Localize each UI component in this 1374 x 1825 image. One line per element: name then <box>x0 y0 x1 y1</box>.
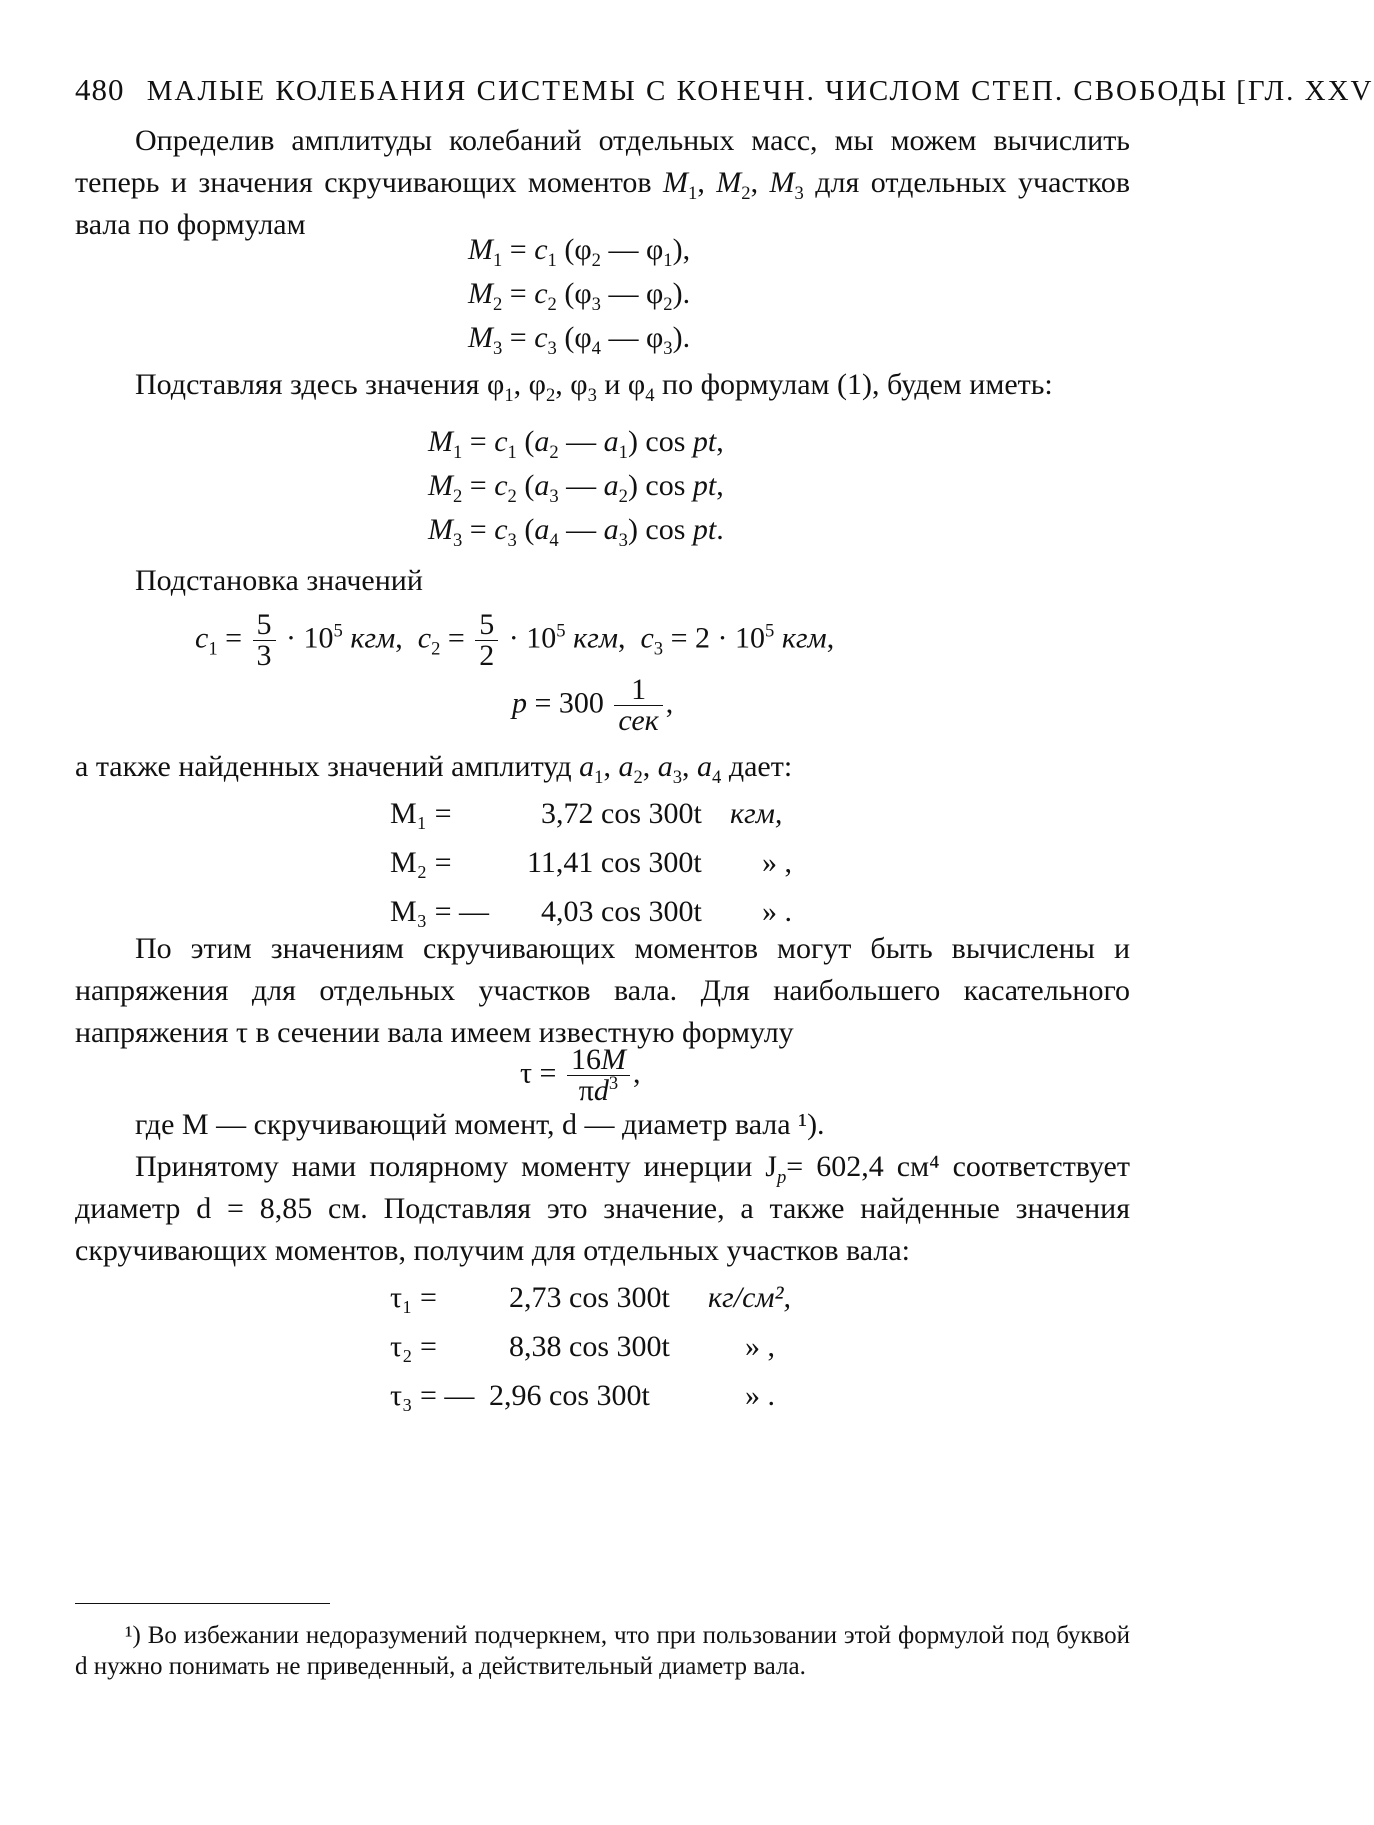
equation-M2-cos: $M_2 = c_2$ ($a_3$ — $a_2$) cos pt, <box>428 469 724 507</box>
equation-frequency: p = 300 $\frac{1}{\text{сек}}$ , <box>512 673 674 737</box>
result-row: M₃ = — 4,03 cos 300t » . <box>390 895 792 928</box>
result-row: M₁ = 3,72 cos 300t кгм, <box>390 797 783 830</box>
equation-M3-cos: $M_3 = c_3$ ($a_4$ — $a_3$) cos pt. <box>428 513 724 551</box>
equation-M3-phi: $M_3 = c_3$ ($\varphi_4$ — $\varphi_3$). <box>468 321 691 359</box>
paragraph-substitution-values: Подстановка значений <box>135 564 423 597</box>
running-header <box>75 72 1374 108</box>
footnote: ¹) Во избежании недоразумений подчеркнем, что при пользовании этой формулой под буквой d нужно понимать не приведенный, а действительный диаметр вала. <box>75 1622 1130 1680</box>
running-title: МАЛЫЕ КОЛЕБАНИЯ СИСТЕМЫ С КОНЕЧН. ЧИСЛОМ СТЕП. СВОБОДЫ <box>146 75 1229 107</box>
equation-M1-cos: $M_1 = c_1$ ($a_2$ — $a_1$) cos pt, <box>428 425 724 463</box>
result-row: τ₁ = 2,73 cos 300t кг/см², <box>390 1281 792 1314</box>
results-stresses <box>390 1281 850 1428</box>
results-moments <box>390 797 850 944</box>
paragraph-amplitudes: Определив амплитуды колебаний отдельных масс, мы можем вычислить теперь и значения скручивающих моментов $M_1$, $M_2$, $M_3$ для отдельных участков вала по формулам <box>75 124 1131 241</box>
equation-M1-phi: $M_1 = c_1$ ($\varphi_2$ — $\varphi_1$), <box>468 233 691 271</box>
paragraph-substitution: Подставляя здесь значения $\varphi_1$, $\varphi_2$, $\varphi_3$ и $\varphi_4$ по формулам (1), будем иметь: <box>135 368 1053 406</box>
paragraph-amplitudes-found: а также найденных значений амплитуд $a_1$, $a_2$, $a_3$, $a_4$ дает: <box>75 750 793 788</box>
result-row: M₂ = 11,41 cos 300t » , <box>390 846 792 879</box>
footnote-divider <box>75 1603 330 1604</box>
paragraph-where: где M — скручивающий момент, d — диаметр вала ¹). <box>135 1108 825 1141</box>
equation-stiffness-values: $c_1$ = $\frac{5}{3}$ · $10^5$ кгм, $c_2$ = $\frac{5}{2}$ · $10^5$ кгм, $c_3 = 2 \cdot 10^5$ кгм, <box>195 608 835 672</box>
chapter-label: [ГЛ. XXV <box>1236 75 1374 107</box>
equation-M2-phi: $M_2 = c_2$ ($\varphi_3$ — $\varphi_2$). <box>468 277 691 315</box>
paragraph-stresses: По этим значениям скручивающих моментов могут быть вычислены и напряжения для отдельных участков вала. Для наибольшего касательного напряжения τ в сечении вала имеем известную формулу <box>75 932 1130 1049</box>
result-row: τ₃ = — 2,96 cos 300t » . <box>390 1379 775 1412</box>
result-row: τ₂ = 8,38 cos 300t » , <box>390 1330 775 1363</box>
paragraph-polar-moment: Принятому нами полярному моменту инерции $J_p= 602,4$ см⁴ соответствует диаметр d = 8,85 см. Подставляя это значение, а также найденные значения скручивающих моментов, получим для отдельных участков вала: <box>75 1150 1130 1267</box>
equation-tau: τ = $\frac{16M}{\pi d^3}$ , <box>520 1043 641 1107</box>
page-number: 480 <box>75 72 125 107</box>
